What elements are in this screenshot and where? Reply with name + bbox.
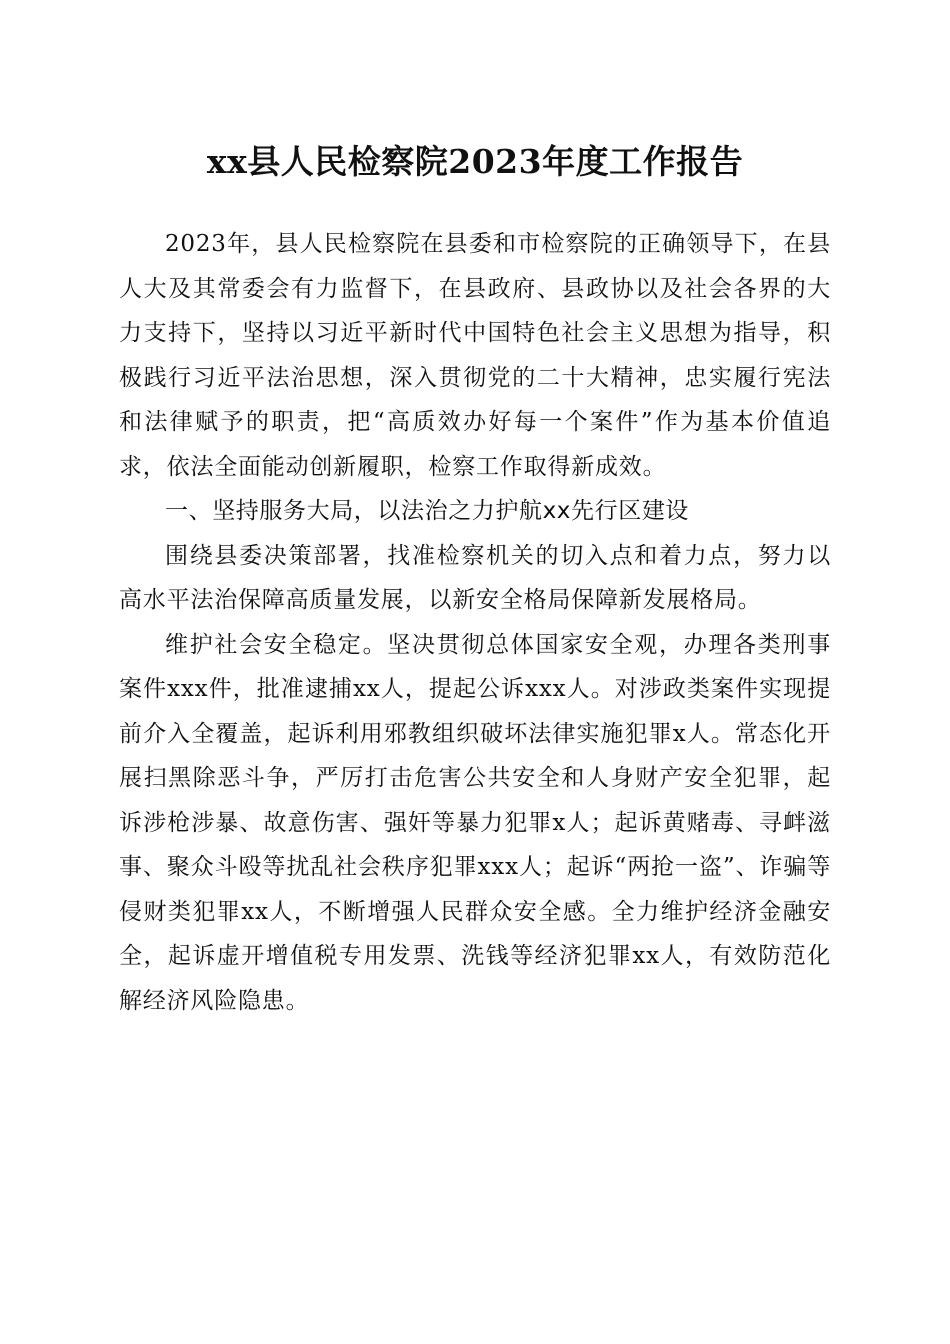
section-intro-paragraph: 围绕县委决策部署，找准检察机关的切入点和着力点，努力以高水平法治保障高质量发展，以新安全格局保障新发展格局。 — [119, 542, 831, 613]
document-title: xx县人民检察院2023年度工作报告 — [206, 142, 744, 181]
document-body — [119, 222, 831, 1023]
section-heading: 一、坚持服务大局，以法治之力护航xx先行区建设 — [165, 498, 690, 524]
security-paragraph: 维护社会安全稳定。坚决贯彻总体国家安全观，办理各类刑事案件xxx件，批准逮捕xx人，提起公诉xxx人。对涉政类案件实现提前介入全覆盖，起诉利用邪教组织破坏法律实施犯罪x人。常态化开展扫黑除恶斗争，严厉打击危害公共安全和人身财产安全犯罪，起诉涉枪涉暴、故意伤害、强奸等暴力犯罪x人；起诉黄赌毒、寻衅滋事、聚众斗殴等扰乱社会秩序犯罪xxx人；起诉“两抢一盗”、诈骗等侵财类犯罪xx人，不断增强人民群众安全感。全力维护经济金融安全，起诉虚开增值税专用发票、洗钱等经济犯罪xx人，有效防范化解经济风险隐患。 — [119, 631, 831, 1014]
intro-paragraph: 2023年，县人民检察院在县委和市检察院的正确领导下，在县人大及其常委会有力监督下，在县政府、县政协以及社会各界的大力支持下，坚持以习近平新时代中国特色社会主义思想为指导，积极践行习近平法治思想，深入贯彻党的二十大精神，忠实履行宪法和法律赋予的职责，把“高质效办好每一个案件”作为基本价值追求，依法全面能动创新履职，检察工作取得新成效。 — [119, 231, 831, 480]
